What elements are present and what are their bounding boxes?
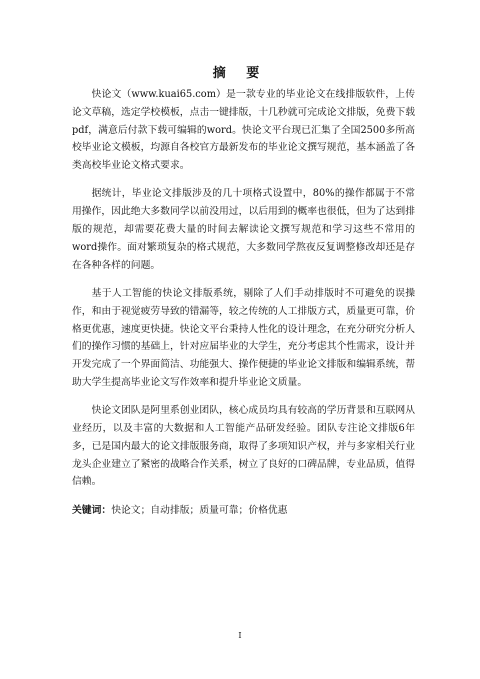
abstract-body [72,86,415,520]
paragraph-team: 快论文团队是阿里系创业团队，核心成员均具有较高的学历背景和互联网从业经历，以及丰富的大数据和人工智能产品研发经验。团队专注论文排版6年多，已是国内最大的论文排版服务商，取得了多项知识产权，并与多家相关行业龙头企业建立了紧密的战略合作关系，树立了良好的口碑品牌，专业品质，值得信赖。 [72,405,415,488]
abstract-title: 摘 要 [212,66,268,81]
paragraph-statistics: 据统计，毕业论文排版涉及的几十项格式设置中，80%的操作都属于不常用操作，因此绝大多数同学以前没用过，以后用到的概率也很低，但为了达到排版的规范，却需要花费大量的时间去解读论文撰写规范和学习这些不常用的word操作。面对繁琐复杂的格式规范，大多数同学熬夜反复调整修改却还是存在各种各样的问题。 [72,188,415,271]
page-number: I [238,631,242,640]
keywords-line [72,502,415,520]
paragraph-ai-system: 基于人工智能的快论文排版系统，剔除了人们手动排版时不可避免的误操作，和由于视觉疲劳导致的错漏等，较之传统的人工排版方式，质量更可靠，价格更优惠，速度更快捷。快论文平台秉持人性化的设计理念，在充分研究分析人们的操作习惯的基础上，针对应届毕业的大学生，充分考虑其个性需求，设计并开发完成了一个界面简洁、功能强大、操作便捷的毕业论文排版和编辑系统，帮助大学生提高毕业论文写作效率和提升毕业论文质量。 [72,287,415,388]
keywords-value: 快论文；自动排版；质量可靠；价格优惠 [111,504,288,516]
paragraph-intro: 快论文（www.kuai65.com）是一款专业的毕业论文在线排版软件，上传论文草稿，选定学校模板，点击一键排版，十几秒就可完成论文排版，免费下载pdf，满意后付款下载可编辑的word。快论文平台现已汇集了全国2500多所高校毕业论文模板，均源自各校官方最新发布的毕业论文撰写规范，基本涵盖了各类高校毕业论文格式要求。 [72,89,415,172]
keywords-label: 关键词： [72,504,112,516]
